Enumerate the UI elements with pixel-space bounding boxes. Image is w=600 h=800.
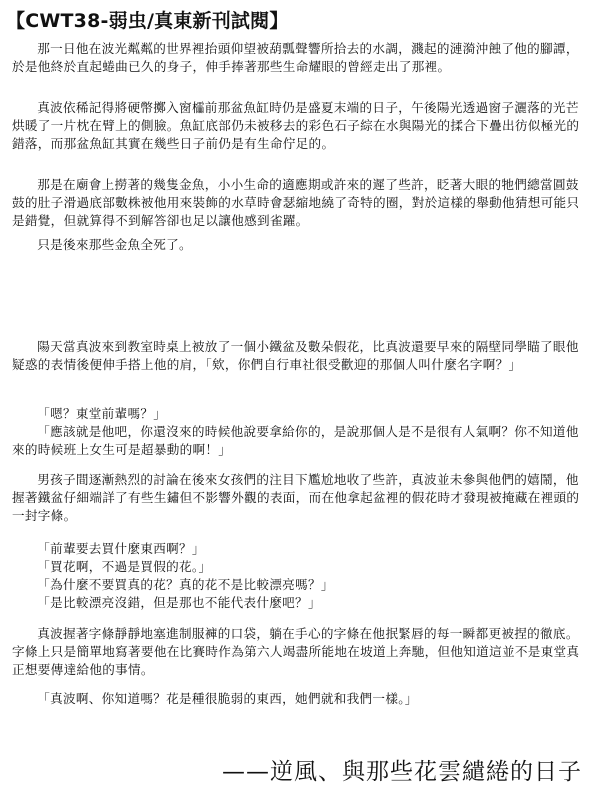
dialogue-line: 「應該就是他吧，你還沒來的時候他說要拿給你的，是說那個人是不是很有人氣啊？你不知道他來的時候班上女生可是超暴動的啊！」 bbox=[12, 424, 579, 457]
paragraph-goldfish-died: 只是後來那些金魚全死了。 bbox=[37, 237, 192, 252]
dialogue-line: 「前輩要去買什麼東西啊？」 bbox=[37, 541, 205, 556]
paragraph-note-message: 真波握著字條靜靜地塞進制服褲的口袋，躺在手心的字條在他抿緊唇的每一瞬都更被捏的徹底。字條上只是簡單地寫著要他在比賽時作為第六人竭盡所能地在坡道上奔馳，但他知道這並不是東堂真正想要傳達給他的事情。 bbox=[12, 626, 580, 677]
paragraph-intro: 那一日他在波光粼粼的世界裡抬頭仰望被葫瓢聲響所拾去的水調，濺起的漣漪沖蝕了他的腳譚，於是他終於直起蜷曲已久的身子，伸手捧著那些生命耀眼的曾經走出了那裡。 bbox=[12, 41, 579, 74]
dialogue-line: 「真波啊、你知道嗎？花是種很脆弱的東西，她們就和我們一樣。」 bbox=[37, 691, 418, 706]
dialogue-block-2 bbox=[12, 540, 584, 612]
dialogue-line: 「為什麼不要買真的花？真的花不是比較漂亮嗎？」 bbox=[37, 577, 334, 592]
paragraph-note-found: 男孩子間逐漸熱烈的討論在後來女孩們的注目下尷尬地收了些許，真波並未參與他們的嬉鬧，他握著鐵盆仔細端詳了有些生鏽但不影響外觀的表面，而在他拿起盆裡的假花時才發現被掩藏在裡頭的一封字條。 bbox=[12, 472, 580, 523]
paragraph-classroom: 陽天當真波來到教室時桌上被放了一個小鐵盆及數朵假花，比真波還要早來的隔壁同學瞄了眼他疑惑的表情後便伸手搭上他的肩，「欸，你們自行車社很受歡迎的那個人叫什麼名字啊？」 bbox=[12, 339, 579, 372]
closing-signature: ——逆風、與那些花雲繾綣的日子 bbox=[222, 759, 582, 785]
paragraph-goldfish: 那是在廟會上撈著的幾隻金魚，小小生命的適應期或許來的遲了些許，眨著大眼的牠們總當圓鼓鼓的肚子滑過底部數株被他用來裝飾的水草時會瑟縮地繞了奇特的圈，對於這樣的舉動他猜想可能只是錯覺，但就算得不到解答卻也足以讓他感到雀躍。 bbox=[12, 177, 580, 228]
page-title: 【CWT38-弱虫/真東新刊試閱】 bbox=[6, 10, 289, 32]
dialogue-block-3 bbox=[12, 690, 584, 708]
dialogue-line: 「是比較漂亮沒錯，但是那也不能代表什麼吧？」 bbox=[37, 595, 321, 610]
dialogue-line: 「買花啊，不過是買假的花。」 bbox=[37, 559, 212, 574]
paragraph-fishbowl: 真波依稀記得將硬幣擲入窗櫺前那盆魚缸時仍是盛夏末端的日子，午後陽光透過窗子灑落的光芒烘暖了一片枕在臂上的側臉。魚缸底部仍未被移去的彩色石子綜在水與陽光的揉合下疊出彷似極光的錯落，而那盆魚缸其實在幾些日子前仍是有生命佇足的。 bbox=[12, 100, 580, 151]
dialogue-block-1 bbox=[12, 405, 584, 459]
dialogue-line: 「嗯？東堂前輩嗎？」 bbox=[37, 406, 167, 421]
